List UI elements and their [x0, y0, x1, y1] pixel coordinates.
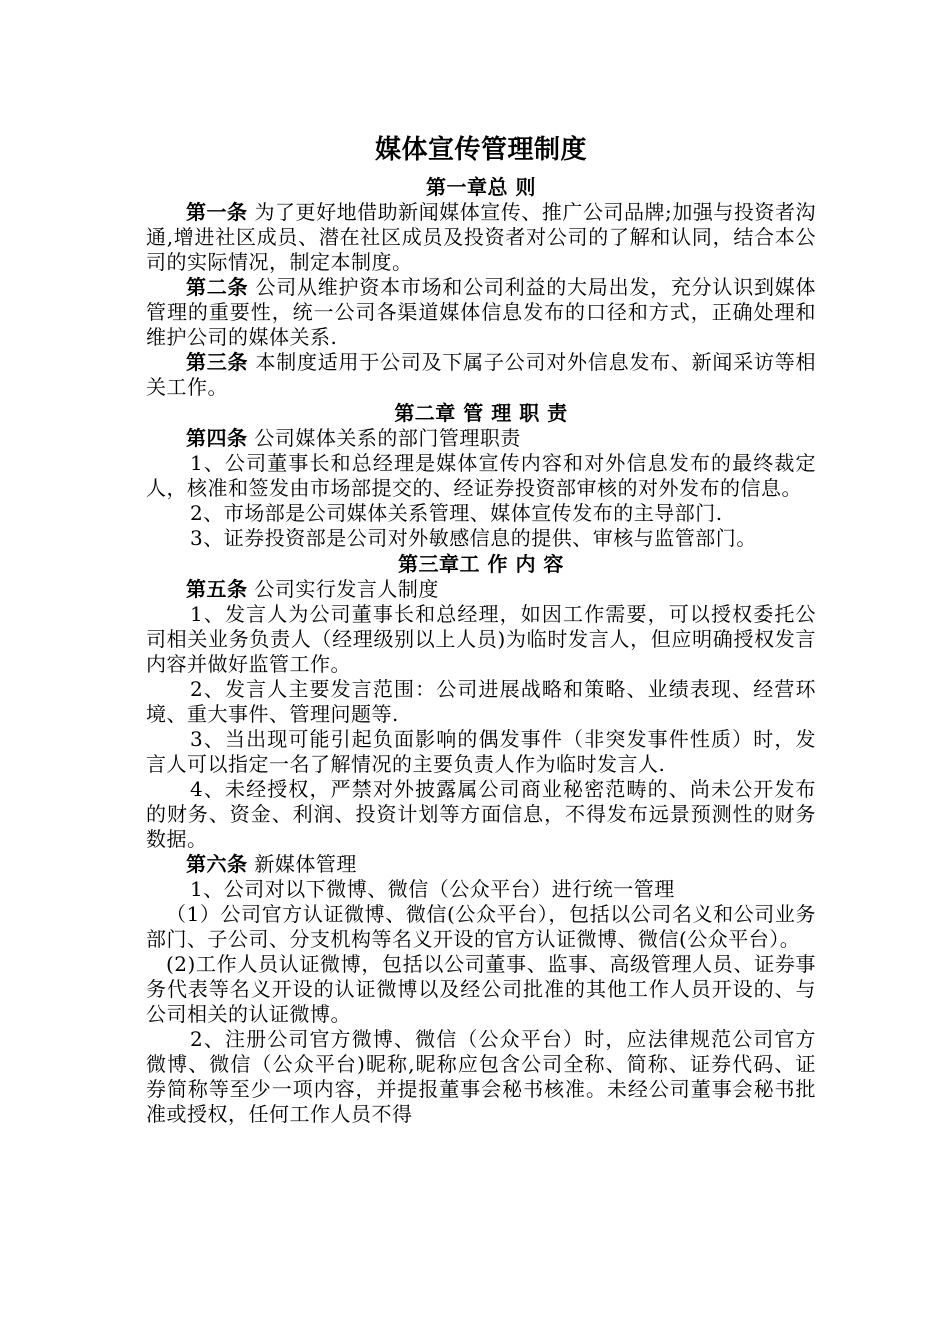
article-text: 公司实行发言人制度: [247, 577, 439, 601]
document-title: 媒体宣传管理制度: [374, 135, 587, 165]
article-text: 新媒体管理: [247, 852, 357, 876]
list-item: 2、发言人主要发言范围：公司进展战略和策略、业绩表现、经营环境、重大事件、管理问题等.: [146, 677, 816, 726]
list-item: 2、市场部是公司媒体关系管理、媒体宣传发布的主导部门.: [190, 501, 723, 525]
list-item: （1）公司官方认证微博、微信(公众平台），包括以公司名义和公司业务部门、子公司、分支机构等名义开设的官方认证微博、微信(公众平台）。: [146, 902, 816, 951]
article-4: [146, 426, 816, 451]
chapter-3-heading: 第三章工 作 内 容: [398, 552, 564, 576]
article-text: 本制度适用于公司及下属子公司对外信息发布、新闻采访等相关工作。: [146, 350, 817, 399]
list-item: 1、公司董事长和总经理是媒体宣传内容和对外信息发布的最终裁定人，核准和签发由市场部提交的、经证券投资部审核的对外发布的信息。: [146, 451, 816, 500]
list-item: (2)工作人员认证微博，包括以公司董事、监事、高级管理人员、证券事务代表等名义开设的认证微博以及经公司批准的其他工作人员开设的、与公司相关的认证微博。: [146, 952, 816, 1026]
article-5: [146, 577, 816, 602]
list-item: 3、证券投资部是公司对外敏感信息的提供、审核与监管部门。: [190, 526, 757, 550]
article-label: 第三条: [186, 350, 249, 374]
chapter-2-heading: 第二章 管 理 职 责: [394, 401, 568, 425]
list-item: 1、公司对以下微博、微信（公众平台）进行统一管理: [190, 877, 675, 901]
article-text: 公司媒体关系的部门管理职责: [247, 426, 521, 450]
article-text: 公司从维护资本市场和公司利益的大局出发，充分认识到媒体管理的重要性，统一公司各渠道媒体信息发布的口径和方式，正确处理和维护公司的媒体关系.: [146, 275, 817, 349]
article-label: 第四条: [186, 426, 248, 450]
article-6: [146, 852, 816, 877]
article-text: 为了更好地借助新闻媒体宣传、推广公司品牌;加强与投资者沟通,增进社区成员、潜在社区成员及投资者对公司的了解和认同，结合本公司的实际情况，制定本制度。: [146, 200, 816, 274]
article-1: [146, 200, 816, 275]
article-label: 第一条: [186, 200, 248, 224]
list-item: 4、未经授权，严禁对外披露属公司商业秘密范畴的、尚未公开发布的财务、资金、利润、投资计划等方面信息，不得发布远景预测性的财务数据。: [146, 777, 816, 851]
list-item: 1、发言人为公司董事长和总经理，如因工作需要，可以授权委托公司相关业务负责人（经理级别以上人员)为临时发言人，但应明确授权发言内容并做好监管工作。: [146, 602, 816, 676]
document-page: [146, 130, 816, 1127]
chapter-1-heading: 第一章总 则: [426, 175, 536, 199]
list-item: 2、注册公司官方微博、微信（公众平台）时，应法律规范公司官方微博、微信（公众平台)昵称,昵称应包含公司全称、简称、证券代码、证券简称等至少一项内容，并提报董事会秘书核准。未经公司董事会秘书批准或授权，任何工作人员不得: [146, 1027, 816, 1126]
article-3: [146, 350, 816, 400]
article-label: 第二条: [186, 275, 249, 299]
article-2: [146, 275, 816, 350]
list-item: 3、当出现可能引起负面影响的偶发事件（非突发事件性质）时，发言人可以指定一名了解情况的主要负责人作为临时发言人.: [146, 727, 816, 776]
article-label: 第五条: [186, 577, 248, 601]
article-label: 第六条: [186, 852, 248, 876]
